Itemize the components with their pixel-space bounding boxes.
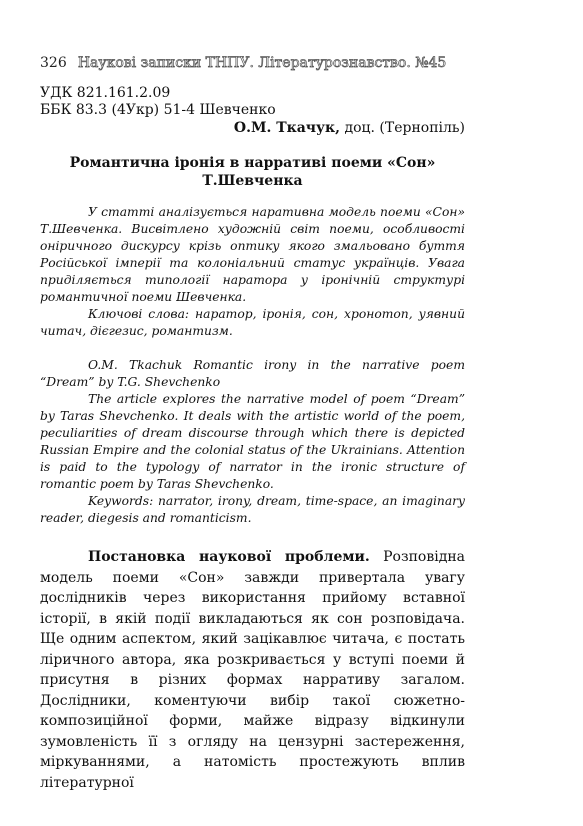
abstract-english [40, 357, 465, 527]
article-title: Романтична іронія в нарративі поеми «Сон» Т.Шевченка [69, 155, 436, 189]
abstract-ua-text: У статті аналізується наративна модель поеми «Сон» Т.Шевченка. Висвітлено художній світ поеми, особливості онiричного дискурсу крізь оптику якого змальовано буття Російської імперії та колоніальний статус українців. Увага приділяється типології наратора у іронічній структурі романтичної поеми Шевченка. [40, 205, 465, 304]
abstract-ukrainian [40, 204, 465, 340]
body-section [40, 547, 465, 793]
abstract-en-text: The article explores the narrative model of poem “Dream” by Taras Shevchenko. It deals with the artistic world of the poem, peculiarities of dream discourse through which there is depicted Russian Empire and the colonial status of the Ukrainians. Attention is paid to the typology of narrator in the ironic structure of romantic poem by Taras Shevchenko. [40, 392, 465, 491]
bbk-code: ББК 83.3 (4Укр) 51-4 Шевченко [40, 102, 276, 118]
author-name: О.М. Ткачук, [233, 120, 340, 136]
udk-code: УДК 821.161.2.09 [40, 85, 171, 101]
body-paragraph-text: Розповідна модель поеми «Сон» завжди привертала увагу дослідників через використання прийому вставної історії, в якій події викладаються як сон розповідача. Ще одним аспектом, який зацікавлює читача, є постать ліричного автора, яка розкривається у вступі поеми й присутня в різних формах нарративу загалом. Дослідники, коментуючи вибір такої сюжетно-композиційної форми, майже відразу відкинули зумовленість її з огляду на цензурні застереження, міркуваннями, а натомість простежують вплив літературної [40, 549, 465, 791]
journal-title: Наукові записки ТНПУ. Літературознавство. №45 [77, 55, 447, 71]
keywords-ua: Ключові слова: наратор, іронія, сон, хронотоп, уявний читач, дієгезис, романтизм. [40, 307, 465, 338]
running-header [40, 52, 465, 71]
section-lead: Постановка наукової проблеми. [88, 549, 370, 565]
keywords-en: Keywords: narrator, irony, dream, time-space, an imaginary reader, diegesis and romanticism. [40, 494, 465, 525]
abstract-en-heading: O.M. Tkachuk Romantic irony in the narrative poem “Dream” by T.G. Shevchenko [40, 358, 465, 389]
page-number: 326 [40, 55, 67, 71]
body-paragraph [40, 547, 465, 793]
author-affiliation: доц. (Тернопіль) [340, 120, 465, 136]
author-line [234, 119, 465, 137]
